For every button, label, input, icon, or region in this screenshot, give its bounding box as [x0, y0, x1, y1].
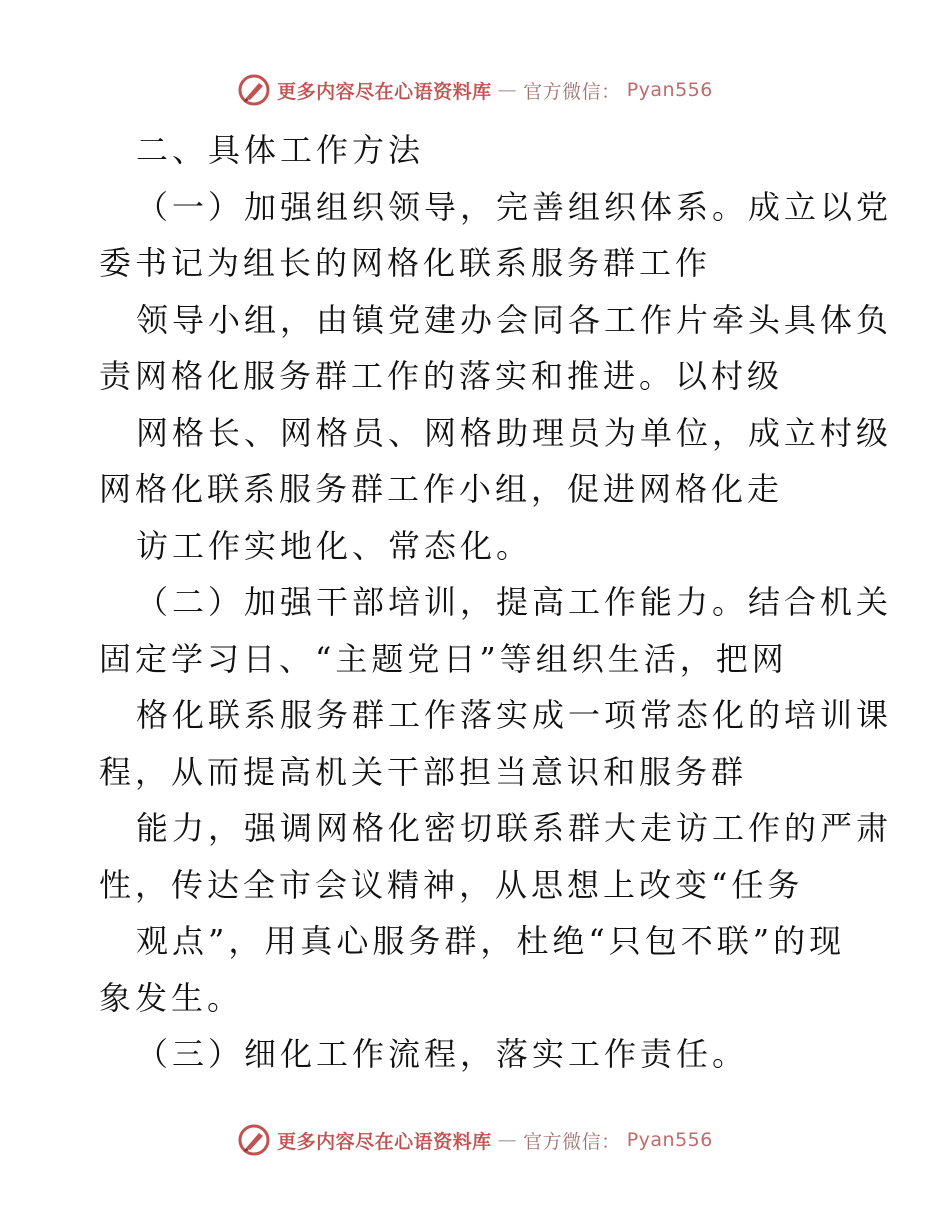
- paragraph-line: 固定学习日、“主题党日”等组织生活，把网: [99, 639, 788, 678]
- paragraph-line: 观点”，用真心服务群，杜绝“只包不联”的现: [136, 922, 846, 960]
- paragraph-line: 委书记为组长的网格化联系服务群工作: [99, 244, 712, 282]
- paragraph-line: （三）细化工作流程，落实工作责任。: [136, 1035, 749, 1073]
- watermark-separator: —: [497, 79, 518, 101]
- pen-logo-icon: [237, 1123, 271, 1157]
- paragraph-line: 性，传达全市会议精神，从思想上改变“任务: [99, 865, 804, 904]
- paragraph-line: （二）加强干部培训，提高工作能力。结合机关: [136, 583, 893, 621]
- paragraph-line: 象发生。: [99, 978, 244, 1017]
- watermark-footer: [0, 1122, 950, 1158]
- paragraph-line: （一）加强组织领导，完善组织体系。成立以党: [136, 187, 893, 226]
- paragraph-line: 能力，强调网格化密切联系群大走访工作的严肃: [136, 809, 893, 847]
- watermark-id: Pyan556: [626, 79, 713, 101]
- paragraph-line: 访工作实地化、常态化。: [136, 526, 533, 565]
- watermark-label: 官方微信：: [523, 80, 621, 103]
- watermark-header: [0, 72, 950, 108]
- paragraph-line: 程，从而提高机关干部担当意识和服务群: [99, 752, 748, 791]
- section-heading: 二、具体工作方法: [136, 131, 425, 169]
- paragraph-line: 格化联系服务群工作落实成一项常态化的培训课: [136, 696, 893, 734]
- watermark-label: 官方微信：: [523, 1130, 621, 1153]
- paragraph-line: 网格长、网格员、网格助理员为单位，成立村级: [136, 413, 893, 452]
- paragraph-line: 责网格化服务群工作的落实和推进。以村级: [99, 357, 784, 395]
- pen-logo-icon: [237, 73, 271, 107]
- watermark-brand: 更多内容尽在心语资料库: [277, 1130, 492, 1153]
- paragraph-line: 领导小组，由镇党建办会同各工作片牵头具体负: [136, 300, 893, 339]
- paragraph-line: 网格化联系服务群工作小组，促进网格化走: [99, 470, 784, 508]
- document-body: [0, 122, 950, 1083]
- watermark-brand: 更多内容尽在心语资料库: [277, 80, 492, 103]
- watermark-separator: —: [497, 1129, 518, 1151]
- watermark-id: Pyan556: [626, 1129, 713, 1151]
